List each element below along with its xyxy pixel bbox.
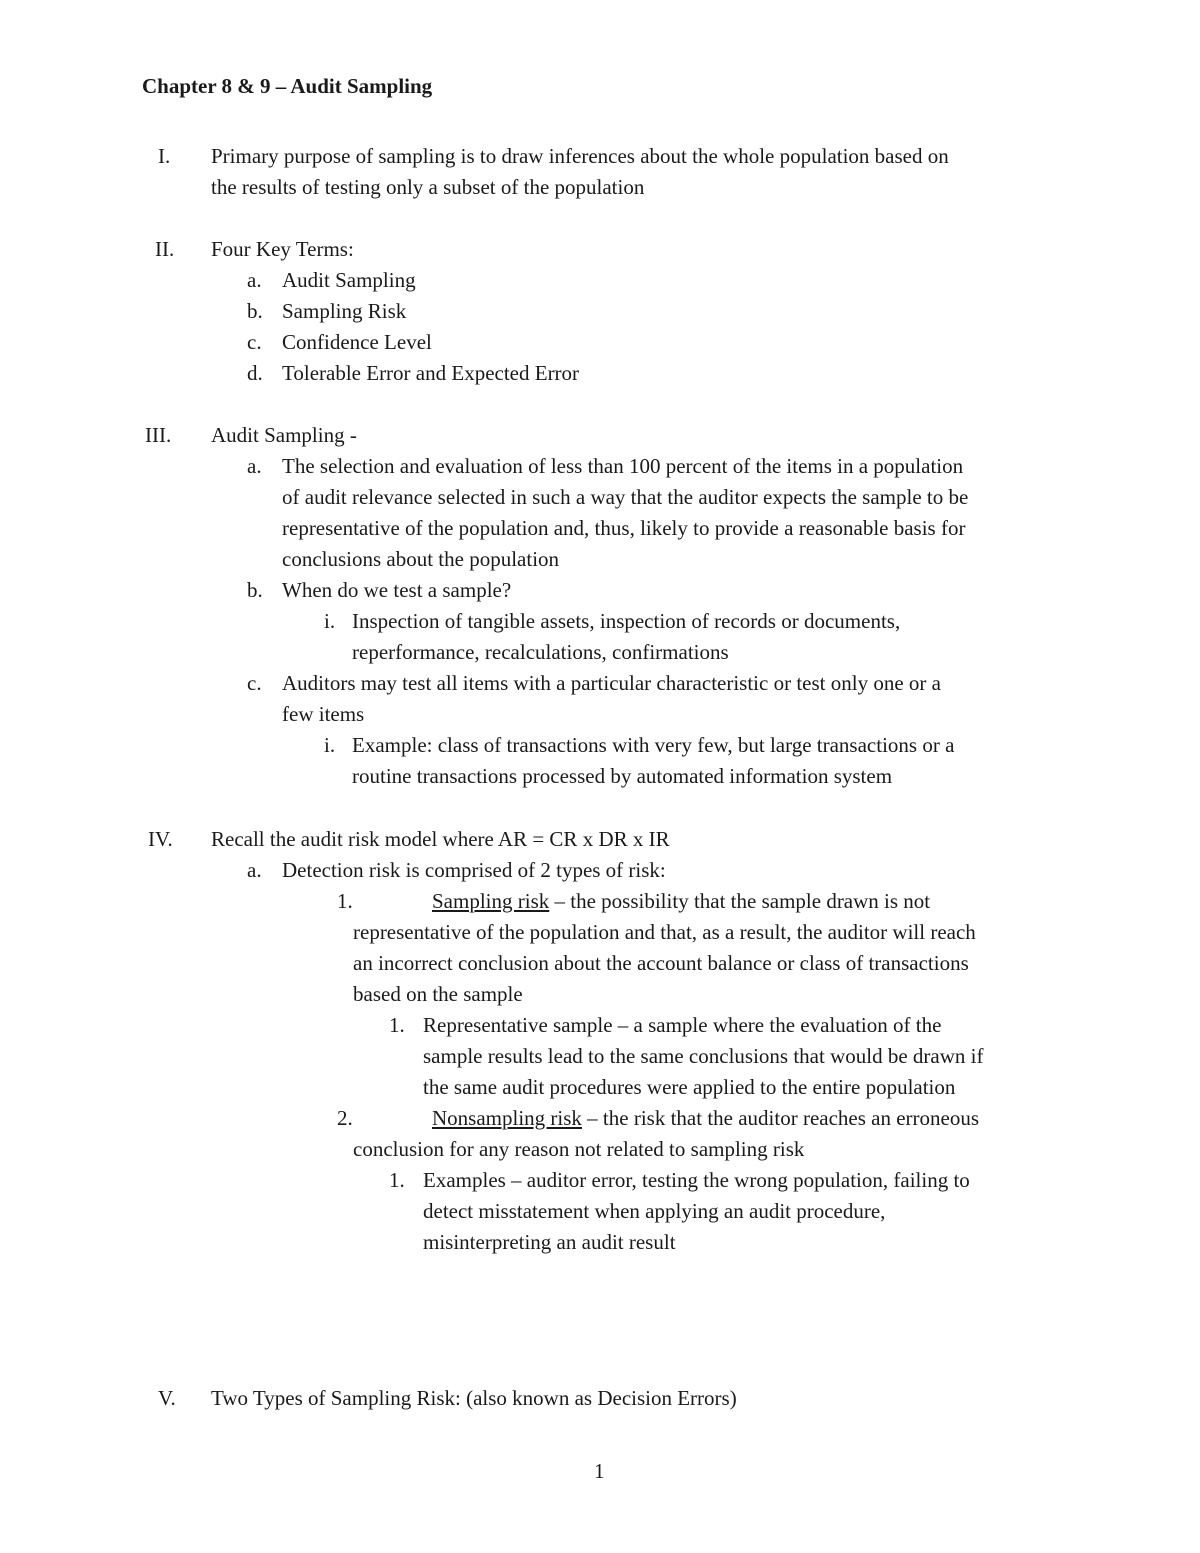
list-marker: i. xyxy=(324,733,336,757)
text-line: few items xyxy=(282,702,365,726)
text-line: sample results lead to the same conclusions that would be drawn if xyxy=(423,1044,984,1068)
term-definition: – the possibility that the sample drawn is not xyxy=(549,889,931,913)
list-marker: b. xyxy=(247,299,263,323)
text-line: Examples – auditor error, testing the wrong population, failing to xyxy=(423,1168,970,1192)
list-marker: a. xyxy=(247,454,262,478)
list-marker: 1. xyxy=(389,1168,405,1192)
text-line: conclusion for any reason not related to sampling risk xyxy=(353,1137,805,1161)
text-line: Primary purpose of sampling is to draw inferences about the whole population based on xyxy=(211,144,949,168)
list-marker: 1. xyxy=(389,1013,405,1037)
section-heading: Recall the audit risk model where AR = CR x DR x IR xyxy=(211,827,670,851)
list-item: When do we test a sample? xyxy=(282,578,512,602)
text-line: routine transactions processed by automated information system xyxy=(352,764,893,788)
text-line: the results of testing only a subset of the population xyxy=(211,175,645,199)
text-line: Auditors may test all items with a particular characteristic or test only one or a xyxy=(282,671,941,695)
page-title: Chapter 8 & 9 – Audit Sampling xyxy=(142,74,433,98)
section-numeral: III. xyxy=(145,423,172,447)
section-numeral: V. xyxy=(158,1386,176,1410)
text-line: reperformance, recalculations, confirmations xyxy=(352,640,729,664)
list-marker: d. xyxy=(247,361,263,385)
section-heading: Four Key Terms: xyxy=(211,237,354,261)
list-marker: 2. xyxy=(337,1106,353,1130)
underlined-term: Sampling risk xyxy=(432,889,550,913)
list-item: Sampling Risk xyxy=(282,299,407,323)
list-marker: b. xyxy=(247,578,263,602)
list-item: Audit Sampling xyxy=(282,268,416,292)
text-line: Inspection of tangible assets, inspection of records or documents, xyxy=(352,609,901,633)
term-definition: – the risk that the auditor reaches an erroneous xyxy=(581,1106,980,1130)
list-item: Detection risk is comprised of 2 types of risk: xyxy=(282,858,666,882)
text-line: representative of the population and that, as a result, the auditor will reach xyxy=(353,920,976,944)
text-line xyxy=(432,1103,979,1134)
page-number: 1 xyxy=(594,1459,605,1483)
text-line xyxy=(432,886,930,917)
text-line: the same audit procedures were applied to the entire population xyxy=(423,1075,956,1099)
text-line: The selection and evaluation of less than 100 percent of the items in a population xyxy=(282,454,964,478)
section-heading: Two Types of Sampling Risk: (also known as Decision Errors) xyxy=(211,1386,737,1410)
list-item: Confidence Level xyxy=(282,330,432,354)
text-line: representative of the population and, thus, likely to provide a reasonable basis for xyxy=(282,516,966,540)
text-line: Representative sample – a sample where the evaluation of the xyxy=(423,1013,942,1037)
text-line: an incorrect conclusion about the account balance or class of transactions xyxy=(353,951,969,975)
list-item: Tolerable Error and Expected Error xyxy=(282,361,580,385)
section-numeral: I. xyxy=(158,144,171,168)
list-marker: i. xyxy=(324,609,336,633)
list-marker: c. xyxy=(247,671,262,695)
text-line: conclusions about the population xyxy=(282,547,560,571)
underlined-term: Nonsampling risk xyxy=(432,1106,582,1130)
list-marker: c. xyxy=(247,330,262,354)
text-line: of audit relevance selected in such a way that the auditor expects the sample to be xyxy=(282,485,969,509)
text-line: detect misstatement when applying an audit procedure, xyxy=(423,1199,886,1223)
text-line: based on the sample xyxy=(353,982,523,1006)
list-marker: a. xyxy=(247,268,262,292)
list-marker: 1. xyxy=(337,889,353,913)
section-numeral: IV. xyxy=(148,827,173,851)
list-marker: a. xyxy=(247,858,262,882)
section-numeral: II. xyxy=(155,237,175,261)
text-line: Example: class of transactions with very few, but large transactions or a xyxy=(352,733,955,757)
section-heading: Audit Sampling - xyxy=(211,423,357,447)
text-line: misinterpreting an audit result xyxy=(423,1230,676,1254)
